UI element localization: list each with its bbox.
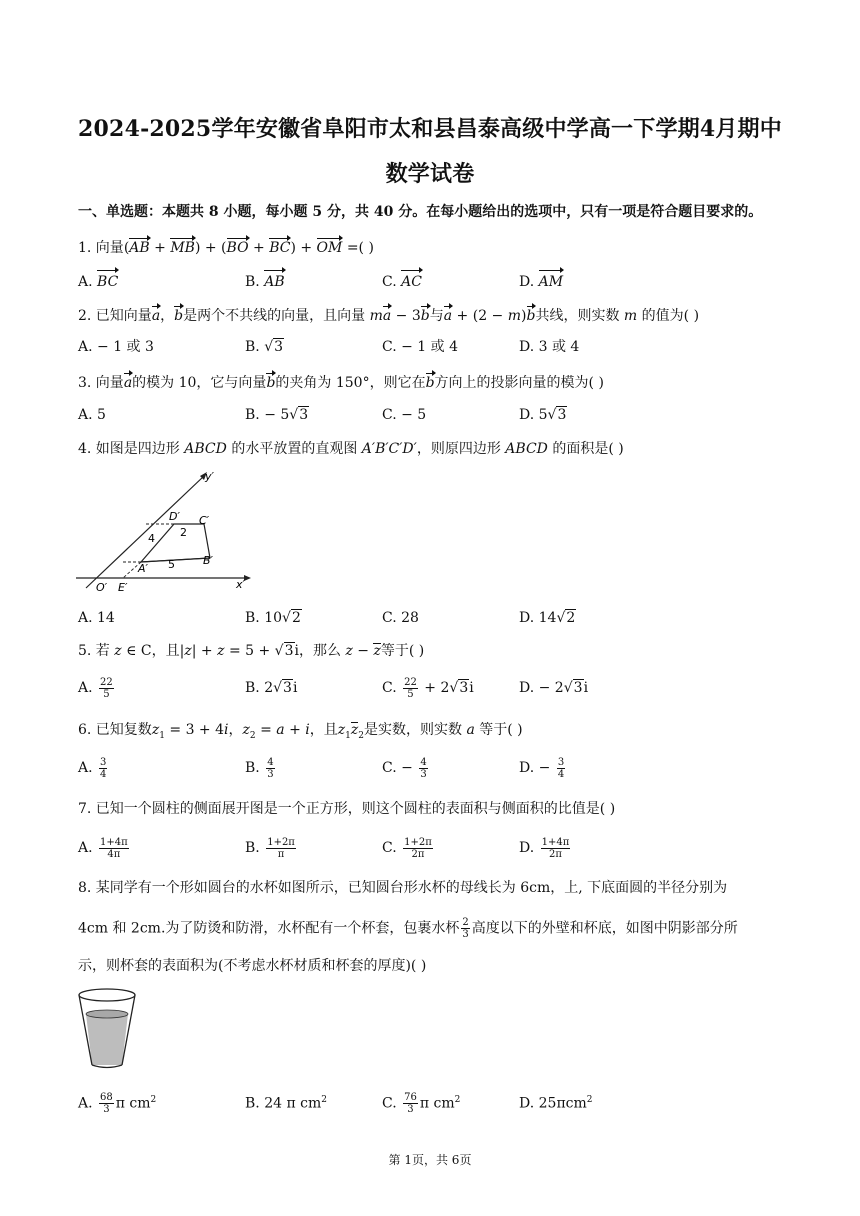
q6-options [78, 756, 778, 780]
q5-option-d[interactable]: D. − 2√3i [519, 680, 589, 696]
q1-vec-om: OM [317, 236, 343, 258]
q8-options [78, 1088, 778, 1116]
q7-option-b[interactable]: B. $\frac{1+2\pi}{\pi}$ [245, 836, 295, 860]
fig-a-label: A′ [138, 562, 149, 575]
q2-option-b[interactable]: B. √3 [245, 339, 284, 355]
q8-option-d[interactable]: D. 25πcm$^2$ [519, 1095, 593, 1112]
q1-suffix: =( ) [346, 240, 374, 256]
q4-options [78, 606, 778, 630]
question-7: 7. 已知一个圆柱的侧面展开图是一个正方形，则这个圆柱的表面积与侧面积的比值是( ) [78, 801, 616, 817]
q2-option-a[interactable]: A. − 1 或 3 [78, 339, 154, 355]
q2-options [78, 335, 778, 359]
q4-option-b[interactable]: B. 10√2 [245, 610, 301, 626]
page-title: 2024-2025学年安徽省阜阳市太和县昌泰高级中学高一下学期4月期中 [78, 116, 782, 142]
q4-figure [76, 466, 256, 596]
q1-options [78, 268, 778, 292]
q5-options [78, 676, 778, 700]
q8-cup-figure [76, 985, 138, 1070]
q1-option-b[interactable]: B. AB [245, 268, 285, 294]
q1-option-d[interactable]: D. AM [519, 268, 563, 294]
question-3: 3. 向量a的模为 10，它与向量b的夹角为 150°，则它在b方向上的投影向量的模为( ) [78, 371, 604, 393]
q6-option-d[interactable]: D. − $\frac{3}{4}$ [519, 756, 565, 780]
q8-option-b[interactable]: B. 24 π $cm^2$ [245, 1095, 327, 1112]
fig-e-label: E′ [118, 581, 128, 594]
q1-prefix: 1. 向量 [78, 240, 124, 256]
q1-option-c[interactable]: C. AC [382, 268, 422, 294]
question-2: 2. 已知向量a，b是两个不共线的向量，且向量 ma − 3b与a + (2 − m)b共线，则实数 m 的值为( ) [78, 304, 699, 326]
q3-option-d[interactable]: D. 5√3 [519, 407, 567, 423]
q7-option-d[interactable]: D. $\frac{1+4\pi}{2\pi}$ [519, 836, 570, 860]
page-footer: 第 1页，共 6页 [388, 1153, 472, 1167]
fig-b-label: B′ [203, 554, 214, 567]
question-5: 5. 若 z ∈ C，且|z| + z = 5 + √3i，那么 z − z等于( ) [78, 643, 425, 659]
q8-option-a[interactable]: A. $\frac{68}{3}$ π $cm^2$ [78, 1092, 157, 1116]
q3-options [78, 403, 778, 427]
q4-option-c[interactable]: C. 28 [382, 610, 419, 626]
q1-option-a[interactable]: A. BC [78, 268, 118, 294]
q2-option-d[interactable]: D. 3 或 4 [519, 339, 580, 355]
question-6: 6. 已知复数$z_1 = 3 + 4i$，$z_2 = a + i$，且$z_1z_2$是实数，则实数 a 等于( ) [78, 722, 523, 741]
question-1: 1. 向量(AB + MB) + (BO + BC) + OM =( ) [78, 236, 374, 258]
fig-length-4: 4 [148, 532, 155, 545]
q6-option-a[interactable]: A. $\frac{3}{4}$ [78, 756, 107, 780]
q1-vec-mb: MB [170, 236, 195, 258]
section-heading: 一、单选题：本题共 8 小题，每小题 5 分，共 40 分。在每小题给出的选项中，只有一项是符合题目要求的。 [78, 204, 763, 220]
q5-option-c[interactable]: C. $\frac{22}{5}$ + 2√3i [382, 676, 474, 700]
fig-d-label: D′ [169, 510, 180, 523]
q3-option-b[interactable]: B. − 5√3 [245, 407, 309, 423]
fig-c-label: C′ [199, 514, 210, 527]
question-4: 4. 如图是四边形 ABCD 的水平放置的直观图 A′B′C′D′，则原四边形 ABCD 的面积是( ) [78, 441, 624, 457]
fig-x-label: x′ [236, 578, 246, 591]
q5-option-a[interactable]: A. $\frac{22}{5}$ [78, 676, 113, 700]
q1-vec-bo: BO [227, 236, 249, 258]
question-8-line-2: 4cm 和 2cm.为了防烫和防滑，水杯配有一个杯套，包裹水杯 $\frac{2}{3}$ 高度以下的外壁和杯底，如图中阴影部分所 [78, 917, 738, 940]
fig-length-5: 5 [168, 558, 175, 571]
question-8-line-3: 示，则杯套的表面积为(不考虑水杯材质和杯套的厚度)( ) [78, 958, 427, 974]
question-8-line-1: 8. 某同学有一个形如圆台的水杯如图所示，已知圆台形水杯的母线长为 6cm，上, 下底面圆的半径分别为 [78, 880, 728, 896]
q7-option-c[interactable]: C. $\frac{1+2\pi}{2\pi}$ [382, 836, 432, 860]
fig-y-label: y′ [205, 470, 215, 483]
page-subtitle: 数学试卷 [385, 161, 475, 187]
q3-option-a[interactable]: A. 5 [78, 407, 106, 423]
q6-option-b[interactable]: B. $\frac{4}{3}$ [245, 756, 274, 780]
q7-option-a[interactable]: A. $\frac{1+4\pi}{4\pi}$ [78, 836, 128, 860]
q5-option-b[interactable]: B. 2√3i [245, 680, 298, 696]
fig-o-label: O′ [96, 581, 108, 594]
q4-option-d[interactable]: D. 14√2 [519, 610, 576, 626]
q6-option-c[interactable]: C. − $\frac{4}{3}$ [382, 756, 427, 780]
q7-options [78, 836, 778, 860]
q3-option-c[interactable]: C. − 5 [382, 407, 427, 423]
q2-option-c[interactable]: C. − 1 或 4 [382, 339, 459, 355]
q4-option-a[interactable]: A. 14 [78, 610, 115, 626]
q8-option-c[interactable]: C. $\frac{76}{3}$ π $cm^2$ [382, 1092, 461, 1116]
q1-vec-bc: BC [269, 236, 290, 258]
fig-length-2: 2 [180, 526, 187, 539]
q1-vec-ab: AB [129, 236, 149, 258]
